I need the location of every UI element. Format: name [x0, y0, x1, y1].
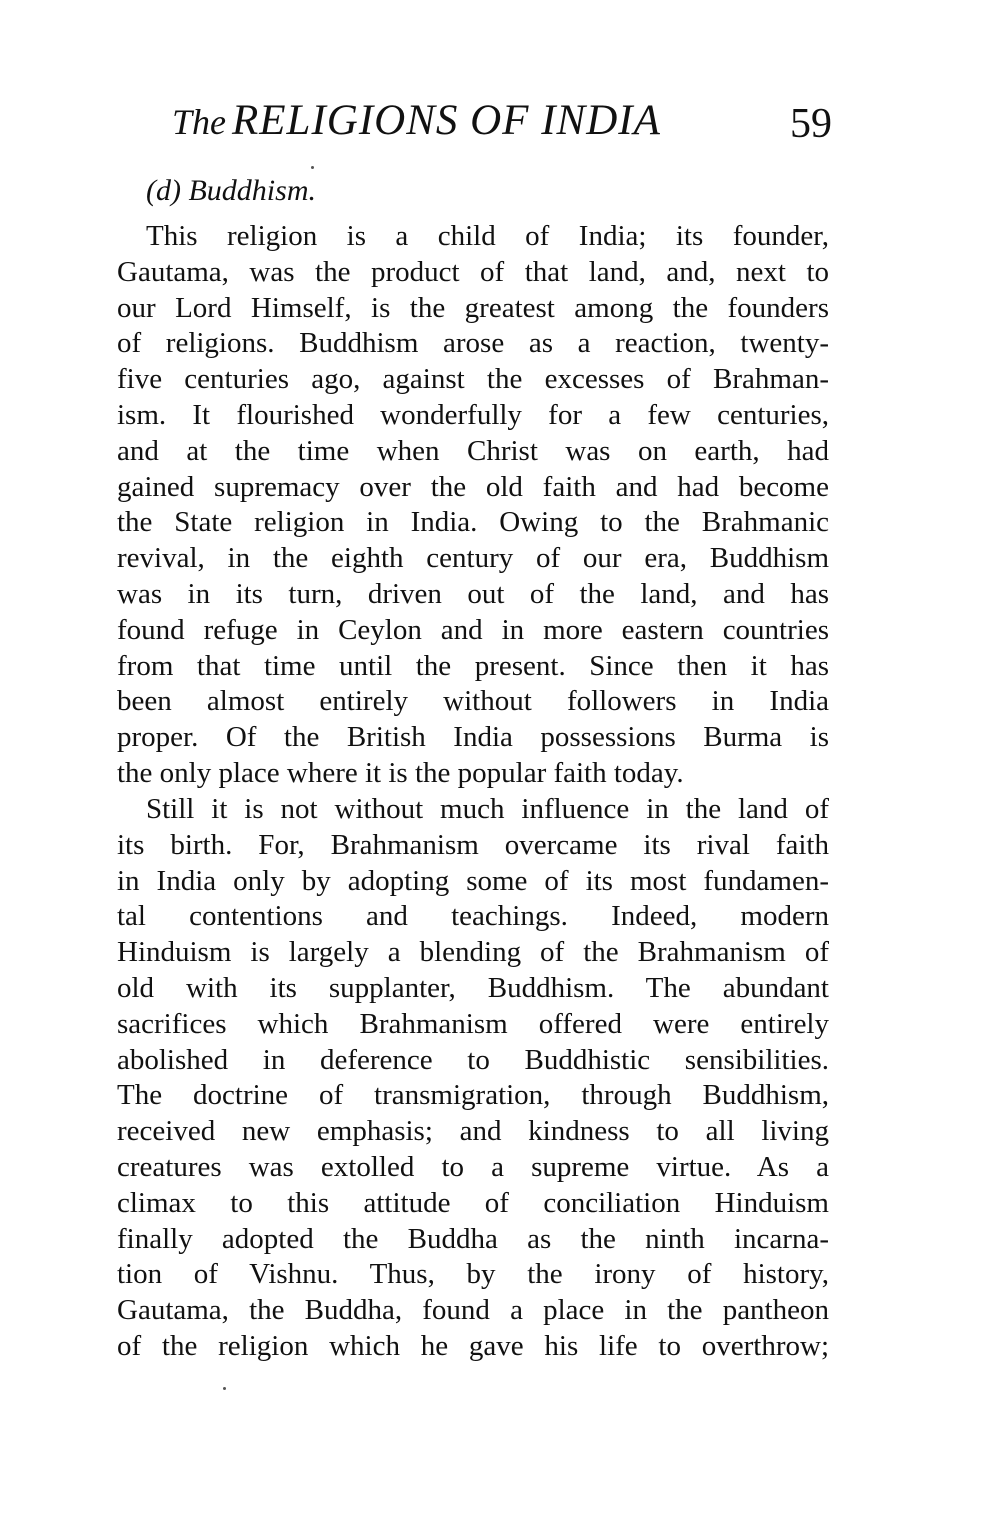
text-line: gained supremacy over the old faith and had become — [117, 470, 829, 503]
text-line: our Lord Himself, is the greatest among the founders — [117, 291, 829, 324]
text-line: was in its turn, driven out of the land, and has — [117, 577, 829, 610]
text-line: found refuge in Ceylon and in more eastern countries — [117, 613, 829, 646]
text-line: the only place where it is the popular faith today. — [117, 756, 684, 789]
running-head — [172, 96, 832, 166]
print-speck — [311, 166, 314, 169]
text-line: and at the time when Christ was on earth, had — [117, 434, 829, 467]
section-heading: (d) Buddhism. — [146, 174, 316, 207]
text-line: in India only by adopting some of its most fundamen- — [117, 864, 829, 897]
text-line: its birth. For, Brahmanism overcame its rival faith — [117, 828, 829, 861]
running-title — [172, 96, 661, 145]
text-line: climax to this attitude of conciliation Hinduism — [117, 1186, 829, 1219]
text-line: tal contentions and teachings. Indeed, modern — [117, 900, 829, 933]
text-line: Gautama, the Buddha, found a place in the pantheon — [117, 1294, 829, 1327]
text-line: creatures was extolled to a supreme virtue. As a — [117, 1150, 829, 1183]
paragraph-2 — [117, 792, 829, 1365]
text-line: old with its supplanter, Buddhism. The abundant — [117, 971, 829, 1004]
text-line: The doctrine of transmigration, through Buddhism, — [117, 1079, 829, 1112]
text-line: of the religion which he gave his life to overthrow; — [117, 1329, 829, 1362]
text-line: five centuries ago, against the excesses of Brahman- — [117, 363, 829, 396]
text-line: Still it is not without much influence in the land of — [146, 793, 829, 825]
text-line: proper. Of the British India possessions Burma is — [117, 721, 829, 754]
text-line: ism. It flourished wonderfully for a few centuries, — [117, 398, 829, 431]
text-line: been almost entirely without followers in India — [117, 685, 829, 718]
text-line: sacrifices which Brahmanism offered were entirely — [117, 1007, 829, 1040]
page-number: 59 — [790, 101, 832, 147]
text-line: abolished in deference to Buddhistic sensibilities. — [117, 1043, 829, 1076]
text-line: from that time until the present. Since then it has — [117, 649, 829, 682]
running-title-prefix: The — [172, 102, 226, 142]
running-title-text: RELIGIONS OF INDIA — [232, 97, 661, 144]
text-line: Hinduism is largely a blending of the Brahmanism of — [117, 936, 829, 969]
text-line: the State religion in India. Owing to the Brahmanic — [117, 506, 829, 539]
text-line: This religion is a child of India; its founder, — [146, 220, 829, 252]
paragraph-1 — [117, 219, 829, 792]
text-line: finally adopted the Buddha as the ninth incarna- — [117, 1222, 829, 1255]
text-line: of religions. Buddhism arose as a reaction, twenty- — [117, 327, 829, 360]
text-line: Gautama, was the product of that land, and, next to — [117, 255, 829, 288]
print-speck — [223, 1387, 226, 1390]
text-line: tion of Vishnu. Thus, by the irony of history, — [117, 1258, 829, 1291]
text-line: revival, in the eighth century of our era, Buddhism — [117, 542, 829, 575]
text-line: received new emphasis; and kindness to all living — [117, 1115, 829, 1148]
